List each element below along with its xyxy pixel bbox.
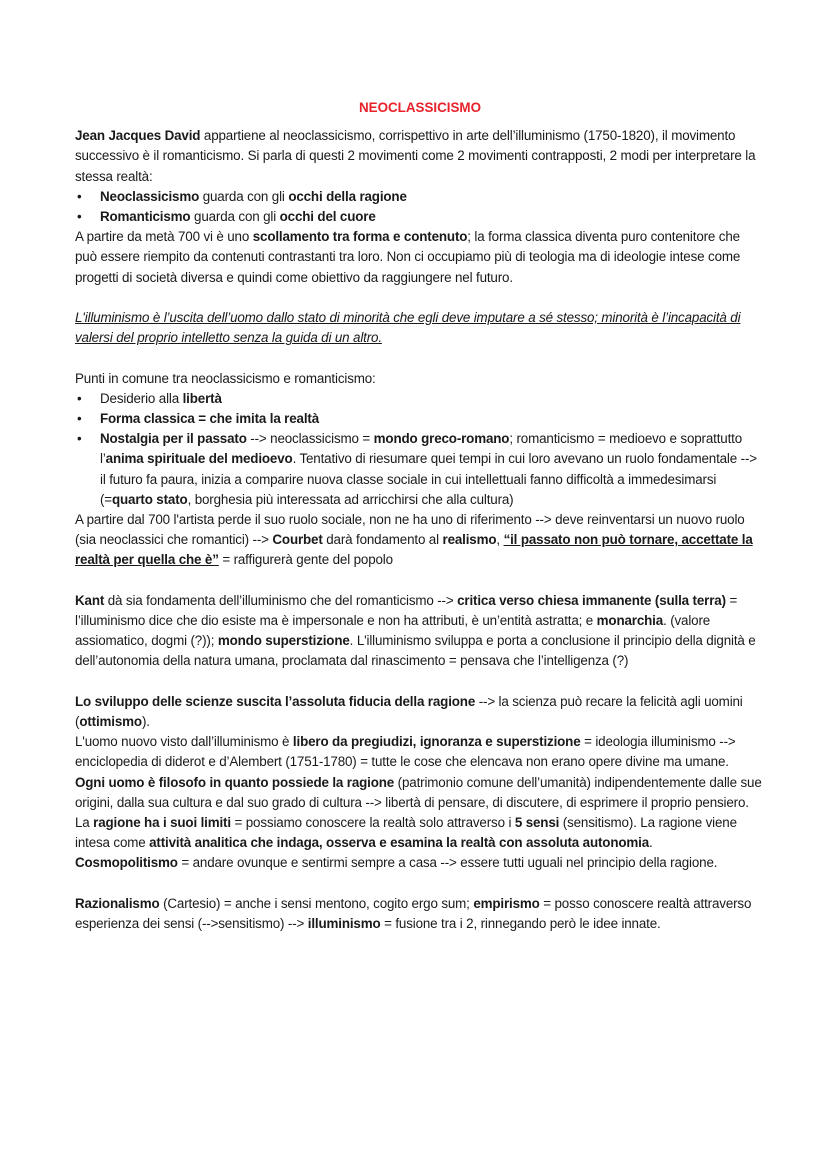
bullet-icon: • (77, 411, 82, 427)
text: = l’illuminismo dice che dio esiste ma è impersonale e non ha attributi, è un’entità astratta; e (75, 592, 738, 629)
bold-text: mondo superstizione (217, 633, 350, 649)
bold-text: realismo (442, 532, 497, 548)
text: = posso conoscere realtà attraverso esperienza dei sensi (-->sensitismo) --> (75, 895, 752, 932)
text: . (valore assiomatico, dogmi (?)); (75, 613, 711, 649)
common-points-intro: Punti in comune tra neoclassicismo e romanticismo: (75, 370, 376, 386)
bold-text: Lo sviluppo delle scienze suscita l’assoluta fiducia della ragione (75, 693, 476, 709)
bold-text: Nostalgia per il passato (100, 431, 247, 447)
reason-limits-paragraph (75, 813, 765, 853)
list-item (75, 429, 765, 510)
text: guarda con gli (190, 209, 280, 225)
text: . Tentativo di riesumare quei tempi in cui loro avevano un ruolo fondamentale --> il futuro fa paura, inizia a comparire nuova classe sociale in cui intellettuali fanno difficoltà a immedesimarsi (= (100, 451, 757, 507)
text: = ideologia illuminismo --> enciclopedia di diderot e d’Alembert (1751-1780) = tutte le cose che elencava non erano opere divine ma umane. (75, 734, 736, 770)
text: L'uomo nuovo visto dall’illuminismo è (75, 734, 293, 750)
science-paragraph (75, 692, 765, 732)
text: La (75, 815, 94, 831)
bold-text: mondo greco-romano (373, 431, 510, 447)
philosopher-paragraph (75, 773, 765, 813)
list-item (75, 187, 765, 207)
text: ). (141, 714, 150, 730)
artist-role-paragraph (75, 510, 765, 571)
bold-text: anima spirituale del medioevo (105, 451, 293, 467)
text: --> la scienza può recare la felicità agli uomini ( (75, 693, 743, 730)
bold-text: Ogni uomo è filosofo in quanto possiede la ragione (75, 774, 395, 790)
rationalism-paragraph (75, 894, 765, 934)
bullet-list-common-points (75, 389, 765, 510)
bold-text: occhi della ragione (288, 188, 407, 204)
bold-text: Courbet (272, 532, 323, 548)
bold-text: Cosmopolitismo (75, 855, 178, 871)
text: Desiderio alla (100, 390, 183, 406)
text: ; la forma classica diventa puro contenitore che può essere riempito da contenuti contrastanti tra loro. Non ci occupiamo più di teologia ma di ideologie intese come progetti di società diversa e quindi come obiettivo da raggiungere nel futuro. (75, 229, 741, 285)
text: --> neoclassicismo = (246, 431, 374, 447)
bold-text: quarto stato (111, 491, 188, 507)
text: = raffigurerà gente del popolo (218, 552, 393, 568)
bold-text: ottimismo (79, 714, 142, 730)
bold-text: illuminismo (307, 916, 381, 932)
bold-text: attività analitica che indaga, osserva e esamina la realtà con assoluta autonomia (149, 835, 649, 851)
bold-text: critica verso chiesa immanente (sulla terra) (457, 592, 726, 608)
list-item (75, 389, 765, 409)
kant-paragraph (75, 591, 765, 672)
bold-text: Kant (75, 592, 105, 608)
text: A partire da metà 700 vi è uno (75, 229, 253, 245)
bold-text: 5 sensi (514, 815, 560, 831)
text: (patrimonio comune dell’umanità) indipendentemente dalle sue origini, dalla sua cultura e dal suo grado di cultura --> libertà di pensare, di discutere, di esprimere il proprio pensiero. (75, 774, 762, 810)
form-content-paragraph (75, 227, 765, 288)
bullet-icon: • (77, 209, 82, 225)
spacer (75, 288, 765, 308)
courbet-quote: “il passato non può tornare, accettate la realtà per quella che è” (75, 532, 753, 568)
document-page (75, 98, 765, 934)
bold-text: monarchia (596, 613, 664, 629)
list-item (75, 207, 765, 227)
text: . L'illuminismo sviluppa e porta a conclusione il principio della dignità e dell’autonomia della natura umana, proclamata dal rinascimento = pensava che l’intelligenza (?) (75, 633, 756, 669)
text: A partire dal 700 l'artista perde il suo ruolo sociale, non ne ha uno di riferimento --> deve reinventarsi un nuovo ruolo (sia neoclassici che romantici) --> (75, 512, 745, 548)
bullet-icon: • (77, 431, 82, 447)
text: appartiene al neoclassicismo, corrispettivo in arte dell’illuminismo (1750-1820), il movimento successivo è il romanticismo. Si parla di questi 2 movimenti come 2 movimenti contrapposti, 2 modi per interpretare la stessa realtà: (75, 128, 756, 184)
spacer (75, 672, 765, 692)
list-item (75, 409, 765, 429)
text: . (649, 835, 653, 851)
text: , (496, 532, 504, 548)
bold-text: Razionalismo (75, 895, 160, 911)
bold-text: Forma classica = che imita la realtà (100, 411, 320, 427)
spacer (75, 874, 765, 894)
bold-text: Romanticismo (100, 209, 191, 225)
new-man-paragraph (75, 732, 765, 772)
cosmopolitanism-paragraph (75, 853, 765, 873)
text: (sensitismo). La ragione viene intesa come (75, 815, 737, 851)
document-title: NEOCLASSICISMO (358, 100, 481, 115)
spacer (75, 571, 765, 591)
text: = andare ovunque e sentirmi sempre a casa --> essere tutti uguali nel principio della ragione. (177, 855, 718, 871)
text: = fusione tra i 2, rinnegando però le idee innate. (380, 916, 661, 932)
bullet-icon: • (77, 390, 82, 406)
bullet-icon: • (77, 188, 82, 204)
bullet-list-movements (75, 187, 765, 227)
bold-text: empirismo (473, 895, 540, 911)
text: ; romanticismo = medioevo e soprattutto l’ (100, 431, 743, 467)
bold-text: Neoclassicismo (100, 188, 200, 204)
bold-text: scollamento tra forma e contenuto (252, 229, 468, 245)
spacer (75, 348, 765, 368)
bold-text: ragione ha i suoi limiti (93, 815, 231, 831)
text: dà sia fondamenta dell’illuminismo che del romanticismo --> (104, 592, 458, 608)
text: , borghesia più interessata ad arricchirsi che alla cultura) (187, 491, 514, 507)
intro-paragraph (75, 126, 765, 187)
text: darà fondamento al (322, 532, 443, 548)
kant-quote: L'illuminismo è l’uscita dell’uomo dallo stato di minorità che egli deve imputare a sé stesso; minorità è l’incapacità di valersi del proprio intelletto senza la guida di un altro. (75, 310, 741, 346)
text: = possiamo conoscere la realtà solo attraverso i (230, 815, 515, 831)
text: guarda con gli (199, 188, 289, 204)
bold-text: Jean Jacques David (75, 128, 201, 144)
text: (Cartesio) = anche i sensi mentono, cogito ergo sum; (159, 895, 474, 911)
bold-text: occhi del cuore (279, 209, 376, 225)
bold-text: libero da pregiudizi, ignoranza e superstizione (292, 734, 581, 750)
bold-text: libertà (182, 390, 222, 406)
